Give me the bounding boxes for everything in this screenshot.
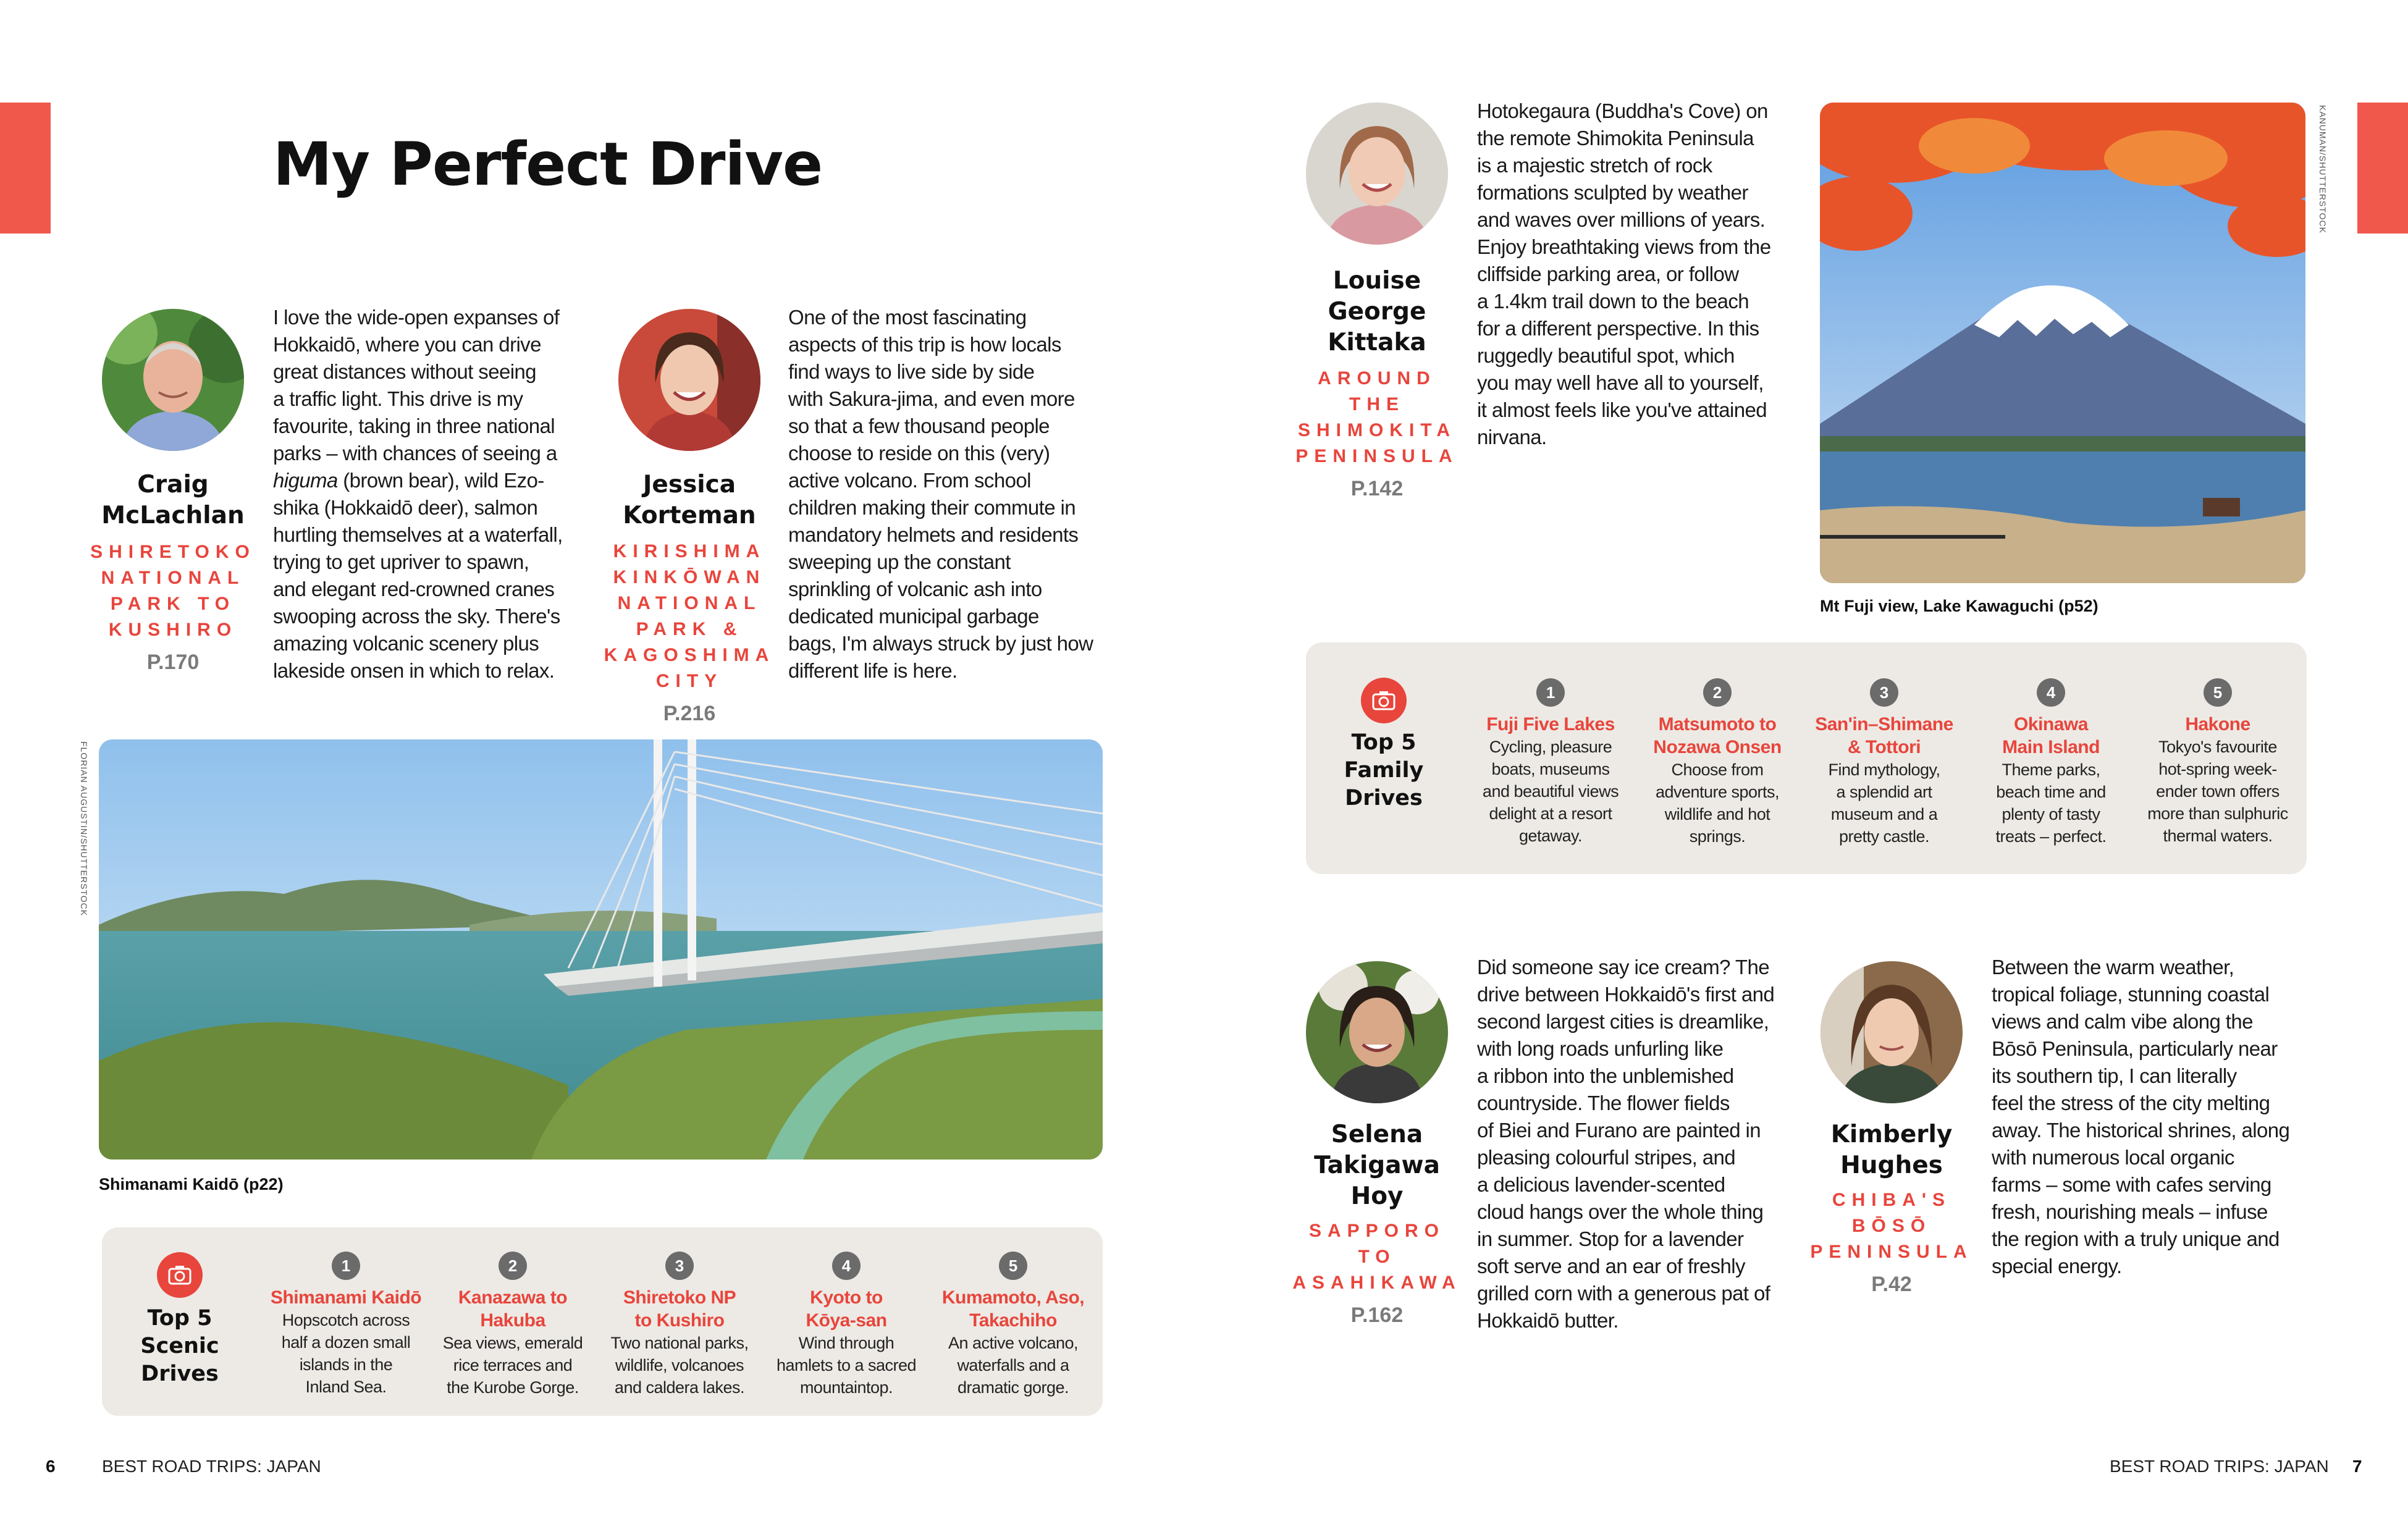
- scenic-item-3[interactable]: [594, 1252, 765, 1399]
- page-title: My Perfect Drive: [273, 130, 823, 199]
- family-item-1[interactable]: [1465, 678, 1636, 847]
- location-line: AROUND: [1318, 368, 1436, 389]
- text-line: Did someone say ice cream? The: [1477, 956, 1769, 979]
- text-line: sprinkling of volcanic ash into: [788, 578, 1042, 600]
- text-line: and waves over millions of years.: [1477, 208, 1766, 231]
- text-line: views and calm vibe along the: [1992, 1010, 2253, 1033]
- author-name-line: Jessica: [642, 471, 736, 499]
- author-portrait-craig: [102, 309, 244, 451]
- author-portrait-selena: [1306, 961, 1448, 1103]
- item-title: Hakone: [2185, 714, 2250, 734]
- family-item-2[interactable]: [1632, 678, 1803, 848]
- camera-icon: [1361, 678, 1407, 723]
- text-line: in summer. Stop for a lavender: [1477, 1227, 1744, 1250]
- location-line: SHIRETOKO: [90, 542, 256, 562]
- number-badge: 2: [499, 1252, 527, 1280]
- top-family-heading: [1322, 729, 1446, 812]
- author-portrait-kimberly: [1821, 961, 1963, 1103]
- author-page-ref-jessica[interactable]: P.216: [663, 702, 716, 725]
- item-title: Kyoto to Kōya-san: [806, 1287, 887, 1331]
- location-line: SHIMOKITA: [1297, 420, 1457, 440]
- text-line: formations sculpted by weather: [1477, 181, 1748, 204]
- item-description: Tokyo's favourite hot-spring week- ender town offers more than sulphuric thermal waters.: [2147, 738, 2288, 845]
- author-name-line: Takigawa: [1314, 1151, 1440, 1179]
- item-title: Shiretoko NP to Kushiro: [623, 1287, 736, 1331]
- item-title: Matsumoto to Nozawa Onsen: [1653, 714, 1782, 757]
- text-line: away. The historical shrines, along: [1992, 1119, 2290, 1142]
- text-line: fresh, nourishing meals – infuse: [1992, 1200, 2268, 1223]
- photo-caption-bridge: Shimanami Kaidō (p22): [99, 1175, 284, 1193]
- author-name-kimberly: [1799, 1119, 1984, 1181]
- scenic-item-2[interactable]: [427, 1252, 598, 1399]
- text-line: and elegant red-crowned cranes: [273, 578, 555, 600]
- number-badge: 1: [1536, 678, 1565, 707]
- author-page-ref-selena[interactable]: P.162: [1350, 1303, 1404, 1327]
- author-text-jessica: [788, 304, 1122, 684]
- number-badge: 5: [999, 1252, 1027, 1280]
- running-title-left: BEST ROAD TRIPS: JAPAN: [102, 1457, 321, 1476]
- author-name-line: Korteman: [623, 502, 756, 529]
- text-line: Between the warm weather,: [1992, 956, 2234, 979]
- author-location-craig: [80, 539, 266, 643]
- text-line: parks – with chances of seeing a: [273, 442, 557, 465]
- italic-term: higuma: [273, 469, 338, 492]
- author-portrait-louise: [1306, 103, 1448, 245]
- heading-line: Drives: [141, 1362, 219, 1386]
- top-scenic-heading: [118, 1305, 242, 1388]
- author-text-louise: [1477, 98, 1798, 451]
- text-line: active volcano. From school: [788, 469, 1031, 492]
- number-badge: 4: [2037, 678, 2065, 707]
- text-line: feel the stress of the city melting: [1992, 1092, 2270, 1114]
- text-line: different life is here.: [788, 659, 958, 682]
- text-line: trying to get upriver to spawn,: [273, 550, 529, 573]
- location-line: BŌSŌ: [1851, 1216, 1932, 1236]
- item-description: Choose from adventure sports, wildlife and hot springs.: [1655, 760, 1780, 846]
- text-line: Bōsō Peninsula, particularly near: [1992, 1037, 2278, 1060]
- scenic-item-1[interactable]: [261, 1252, 431, 1398]
- author-name-louise: [1284, 266, 1470, 358]
- text-line: farms – some with cafes serving: [1992, 1173, 2271, 1196]
- author-name-craig: [80, 469, 266, 531]
- number-badge: 3: [665, 1252, 694, 1280]
- text-line: swooping across the sky. There's: [273, 605, 560, 628]
- text-line: nirvana.: [1477, 426, 1547, 448]
- location-line: PENINSULA: [1810, 1242, 1973, 1262]
- location-line: KUSHIRO: [108, 620, 238, 640]
- item-description: Theme parks, beach time and plenty of tasty treats – perfect.: [1995, 760, 2107, 846]
- author-name-line: Louise: [1332, 267, 1421, 295]
- location-line: NATIONAL: [617, 593, 762, 613]
- family-item-3[interactable]: [1799, 678, 1969, 848]
- text-line: find ways to live side by side: [788, 360, 1035, 383]
- author-text-craig: [273, 304, 594, 684]
- text-line: Hotokegaura (Buddha's Cove) on: [1477, 99, 1768, 122]
- page-number-left: 6: [46, 1457, 56, 1476]
- text-line: second largest cities is dreamlike,: [1477, 1010, 1769, 1033]
- text-line: with Sakura-jima, and even more: [788, 387, 1075, 410]
- location-line: NATIONAL: [101, 568, 245, 588]
- text-line: children making their commute in: [788, 496, 1076, 519]
- author-name-line: Craig: [137, 471, 209, 499]
- text-line: the region with a truly unique and: [1992, 1227, 2280, 1250]
- item-description: Find mythology, a splendid art museum and a pretty castle.: [1828, 760, 1940, 846]
- location-line: KAGOSHIMA: [604, 645, 775, 665]
- item-description: Sea views, emerald rice terraces and the Kurobe Gorge.: [442, 1334, 583, 1397]
- number-badge: 2: [1703, 678, 1732, 707]
- text-line: One of the most fascinating: [788, 306, 1027, 329]
- author-name-line: McLachlan: [101, 502, 245, 529]
- item-title: Kanazawa to Hakuba: [458, 1287, 568, 1331]
- heading-line: Top 5: [147, 1306, 213, 1331]
- scenic-item-4[interactable]: [761, 1252, 932, 1399]
- text-line: mandatory helmets and residents: [788, 523, 1079, 546]
- text-line: you may well have all to yourself,: [1477, 371, 1764, 394]
- text-line: tropical foliage, stunning coastal: [1992, 983, 2270, 1006]
- author-name-line: Hoy: [1350, 1182, 1404, 1210]
- author-name-line: Kimberly: [1830, 1121, 1953, 1148]
- author-location-selena: [1284, 1218, 1470, 1296]
- text-line: dedicated municipal garbage: [788, 605, 1039, 628]
- text-line: choose to reside on this (very): [788, 442, 1050, 465]
- running-title-right: BEST ROAD TRIPS: JAPAN: [2110, 1457, 2329, 1476]
- location-line: PARK &: [636, 619, 743, 639]
- text-line: cliffside parking area, or follow: [1477, 263, 1739, 285]
- text-line: its southern tip, I can literally: [1992, 1064, 2237, 1087]
- text-line: hurtling themselves at a waterfall,: [273, 523, 563, 546]
- text-line: of Biei and Furano are painted in: [1477, 1119, 1761, 1142]
- bridge-photo: [99, 739, 1103, 1160]
- author-location-jessica: [597, 539, 782, 694]
- photo-caption-fuji: Mt Fuji view, Lake Kawaguchi (p52): [1820, 597, 2099, 615]
- text-line: a traffic light. This drive is my: [273, 387, 523, 410]
- location-line: CHIBA'S: [1832, 1190, 1951, 1210]
- family-item-5[interactable]: [2132, 678, 2303, 847]
- text-line: soft serve and an ear of freshly: [1477, 1255, 1745, 1277]
- text-line: with numerous local organic: [1992, 1146, 2234, 1169]
- item-description: Wind through hamlets to a sacred mountaintop.: [776, 1334, 917, 1397]
- text-line: special energy.: [1992, 1255, 2122, 1277]
- left-edge-tab: [0, 103, 51, 234]
- text-line: Hokkaidō, where you can drive: [273, 333, 541, 356]
- author-location-louise: [1284, 366, 1470, 469]
- author-name-line: Kittaka: [1328, 329, 1426, 356]
- text-line: it almost feels like you've attained: [1477, 398, 1767, 421]
- author-page-ref-louise[interactable]: P.142: [1350, 477, 1404, 500]
- family-item-4[interactable]: [1966, 678, 2136, 848]
- author-name-selena: [1284, 1119, 1470, 1212]
- text-line: shika (Hokkaidō deer), salmon: [273, 496, 538, 519]
- author-portrait-jessica: [618, 309, 760, 451]
- item-description: An active volcano, waterfalls and a dramatic gorge.: [948, 1334, 1079, 1397]
- item-description: Cycling, pleasure boats, museums and beautiful views delight at a resort getaway.: [1482, 738, 1619, 845]
- photo-credit-bridge: FLORIAN AUGUSTIN/SHUTTERSTOCK: [79, 741, 89, 917]
- author-name-line: Selena: [1331, 1121, 1423, 1148]
- author-page-ref-craig[interactable]: P.170: [146, 650, 200, 674]
- text-line: higuma (brown bear), wild Ezo-: [273, 469, 544, 492]
- number-badge: 1: [332, 1252, 360, 1280]
- author-location-kimberly: [1799, 1187, 1984, 1265]
- text-line: countryside. The flower fields: [1477, 1092, 1730, 1114]
- author-name-line: Hughes: [1840, 1151, 1943, 1179]
- location-line: ASAHIKAWA: [1292, 1273, 1462, 1293]
- item-description: Two national parks, wildlife, volcanoes and caldera lakes.: [610, 1334, 749, 1397]
- author-text-selena: [1477, 954, 1798, 1334]
- location-line: TO: [1358, 1247, 1396, 1267]
- text-line: bags, I'm always struck by just how: [788, 632, 1093, 655]
- location-line: KIRISHIMA: [613, 541, 766, 562]
- text-line: favourite, taking in three national: [273, 415, 555, 437]
- text-line: lakeside onsen in which to relax.: [273, 659, 555, 682]
- camera-icon: [157, 1252, 203, 1298]
- text-line: Hokkaidō butter.: [1477, 1309, 1619, 1332]
- author-page-ref-kimberly[interactable]: P.42: [1871, 1273, 1912, 1296]
- page-number-right: 7: [2352, 1457, 2362, 1476]
- location-line: KINKŌWAN: [613, 567, 766, 587]
- text-line: sweeping up the constant: [788, 550, 1011, 573]
- scenic-item-5[interactable]: [928, 1252, 1098, 1399]
- author-name-line: George: [1328, 298, 1426, 326]
- author-text-kimberly: [1992, 954, 2313, 1280]
- location-line: CITY: [655, 671, 723, 691]
- location-line: THE: [1349, 394, 1405, 415]
- text-line: aspects of this trip is how locals: [788, 333, 1061, 356]
- number-badge: 4: [832, 1252, 861, 1280]
- text-line: pleasing colourful stripes, and: [1477, 1146, 1735, 1169]
- item-description: Hopscotch across half a dozen small islands in the Inland Sea.: [281, 1311, 411, 1396]
- text-line: with long roads unfurling like: [1477, 1037, 1724, 1060]
- item-title: Kumamoto, Aso, Takachiho: [941, 1287, 1085, 1331]
- text-line: cloud hangs over the whole thing: [1477, 1200, 1764, 1223]
- text-line: is a majestic stretch of rock: [1477, 154, 1712, 177]
- text-line: I love the wide-open expanses of: [273, 306, 560, 329]
- item-title: San'in–Shimane & Tottori: [1815, 714, 1953, 757]
- photo-credit-fuji: KANUMAN/SHUTTERSTOCK: [2318, 105, 2328, 234]
- text-line: drive between Hokkaidō's first and: [1477, 983, 1775, 1006]
- text-line: a ribbon into the unblemished: [1477, 1064, 1734, 1087]
- text-line: grilled corn with a generous pat of: [1477, 1282, 1770, 1305]
- number-badge: 5: [2204, 678, 2232, 707]
- text-line: so that a few thousand people: [788, 415, 1050, 437]
- item-title: Shimanami Kaidō: [270, 1287, 422, 1308]
- text-line: a delicious lavender-scented: [1477, 1173, 1725, 1196]
- text-line: for a different perspective. In this: [1477, 317, 1759, 340]
- text-line: Enjoy breathtaking views from the: [1477, 235, 1771, 258]
- location-line: PARK TO: [110, 594, 236, 614]
- text-line: a 1.4km trail down to the beach: [1477, 290, 1749, 313]
- location-line: SAPPORO: [1308, 1221, 1446, 1241]
- item-title: Okinawa Main Island: [2002, 714, 2100, 757]
- heading-line: Drives: [1345, 786, 1423, 810]
- heading-line: Family: [1344, 758, 1424, 783]
- text-line: ruggedly beautiful spot, which: [1477, 344, 1735, 367]
- location-line: PENINSULA: [1295, 446, 1459, 466]
- text-line: amazing volcanic scenery plus: [273, 632, 539, 655]
- number-badge: 3: [1870, 678, 1898, 707]
- mt-fuji-photo: [1820, 103, 2305, 583]
- text-line: the remote Shimokita Peninsula: [1477, 127, 1754, 149]
- heading-line: Scenic: [140, 1334, 219, 1358]
- heading-line: Top 5: [1351, 730, 1417, 755]
- author-name-jessica: [597, 469, 782, 531]
- item-title: Fuji Five Lakes: [1486, 714, 1615, 734]
- text-line: great distances without seeing: [273, 360, 536, 383]
- right-edge-tab: [2357, 103, 2408, 234]
